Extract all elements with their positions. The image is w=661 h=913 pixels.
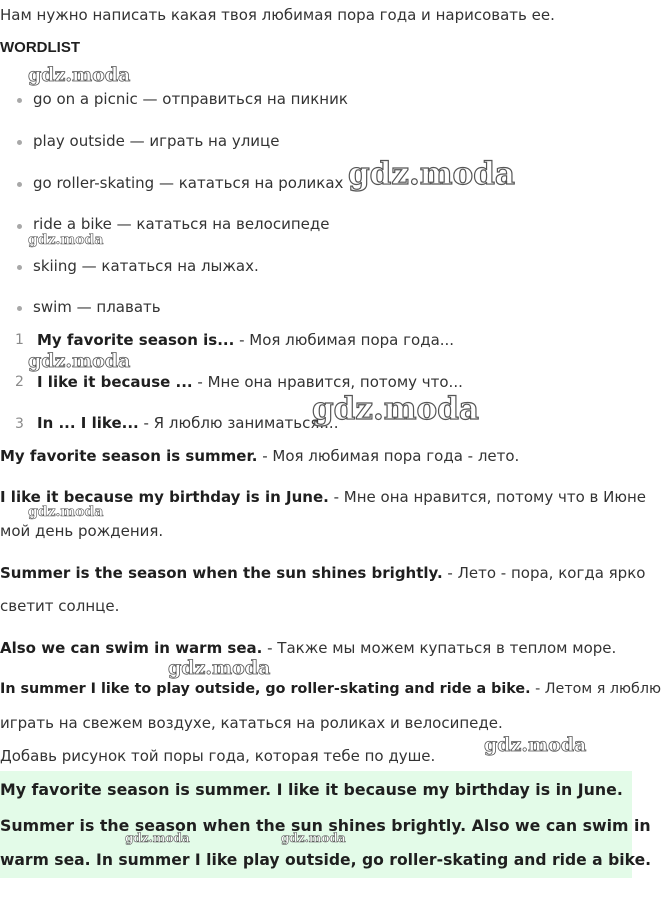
translation-en: I like it because my birthday is in June.: [0, 488, 329, 506]
translation-line: [0, 564, 645, 582]
bullet-icon: [17, 224, 22, 229]
watermark: gdz.moda: [312, 391, 479, 427]
watermark: gdz.moda: [28, 504, 104, 520]
watermark: gdz.moda: [28, 64, 131, 86]
prompt-ru: - Я люблю заниматься....: [138, 414, 339, 432]
list-item-text: skiing — кататься на лыжах.: [33, 257, 259, 275]
watermark: gdz.moda: [348, 156, 515, 192]
list-item-text: ride a bike — кататься на велосипеде: [33, 215, 330, 233]
bullet-icon: [17, 265, 22, 270]
prompt-line: [37, 331, 454, 349]
translation-ru: - Моя любимая пора года - лето.: [257, 447, 520, 465]
watermark: gdz.moda: [28, 232, 104, 248]
prompt-en: My favorite season is...: [37, 331, 235, 349]
translation-continuation: играть на свежем воздухе, кататься на роликах и велосипеде.: [0, 714, 503, 732]
final-text-line: My favorite season is summer. I like it because my birthday is in June.: [0, 780, 623, 799]
task-text: Нам нужно написать какая твоя любимая пора года и нарисовать ее.: [0, 6, 555, 24]
translation-line: [0, 639, 616, 657]
translation-ru: - Летом я люблю: [530, 681, 661, 697]
translation-ru: - Лето - пора, когда ярко: [442, 564, 646, 582]
final-text-line: Summer is the season when the sun shines brightly. Also we can swim in: [0, 816, 651, 835]
list-item-text: go on a picnic — отправиться на пикник: [33, 90, 348, 108]
list-item-text: play outside — играть на улице: [33, 132, 280, 150]
translation-en: In summer I like to play outside, go roller-skating and ride a bike.: [0, 681, 531, 697]
bullet-icon: [17, 98, 22, 103]
translation-ru: - Также мы можем купаться в теплом море.: [262, 639, 617, 657]
watermark: gdz.moda: [28, 350, 131, 372]
drawing-note: Добавь рисунок той поры года, которая тебе по душе.: [0, 747, 436, 765]
final-text-line: warm sea. In summer I like play outside, go roller-skating and ride a bike.: [0, 851, 652, 869]
bullet-icon: [17, 306, 22, 311]
translation-continuation: мой день рождения.: [0, 522, 164, 540]
bullet-icon: [17, 140, 22, 145]
prompt-line: [37, 414, 338, 432]
translation-continuation: светит солнце.: [0, 597, 120, 615]
translation-en: Also we can swim in warm sea.: [0, 639, 263, 657]
wordlist-heading: WORDLIST: [0, 39, 80, 56]
prompt-number: 1: [15, 332, 24, 348]
prompt-ru: - Мне она нравится, потому что...: [192, 373, 463, 391]
watermark: gdz.moda: [168, 657, 271, 679]
watermark: gdz.moda: [484, 734, 587, 756]
list-item-text: go roller-skating — кататься на роликах: [33, 174, 344, 192]
translation-en: Summer is the season when the sun shines brightly.: [0, 564, 443, 582]
translation-line: [0, 681, 661, 697]
list-item-text: swim — плавать: [33, 298, 161, 316]
translation-en: My favorite season is summer.: [0, 447, 258, 465]
prompt-en: In ... I like...: [37, 414, 139, 432]
bullet-icon: [17, 182, 22, 187]
translation-line: [0, 447, 519, 465]
watermark: gdz.moda: [281, 831, 346, 845]
prompt-number: 3: [15, 416, 24, 432]
prompt-line: [37, 373, 463, 391]
watermark: gdz.moda: [125, 831, 190, 845]
prompt-number: 2: [15, 374, 24, 390]
translation-ru: - Мне она нравится, потому что в Июне: [328, 488, 647, 506]
prompt-en: I like it because ...: [37, 373, 193, 391]
prompt-ru: - Моя любимая пора года...: [234, 331, 455, 349]
